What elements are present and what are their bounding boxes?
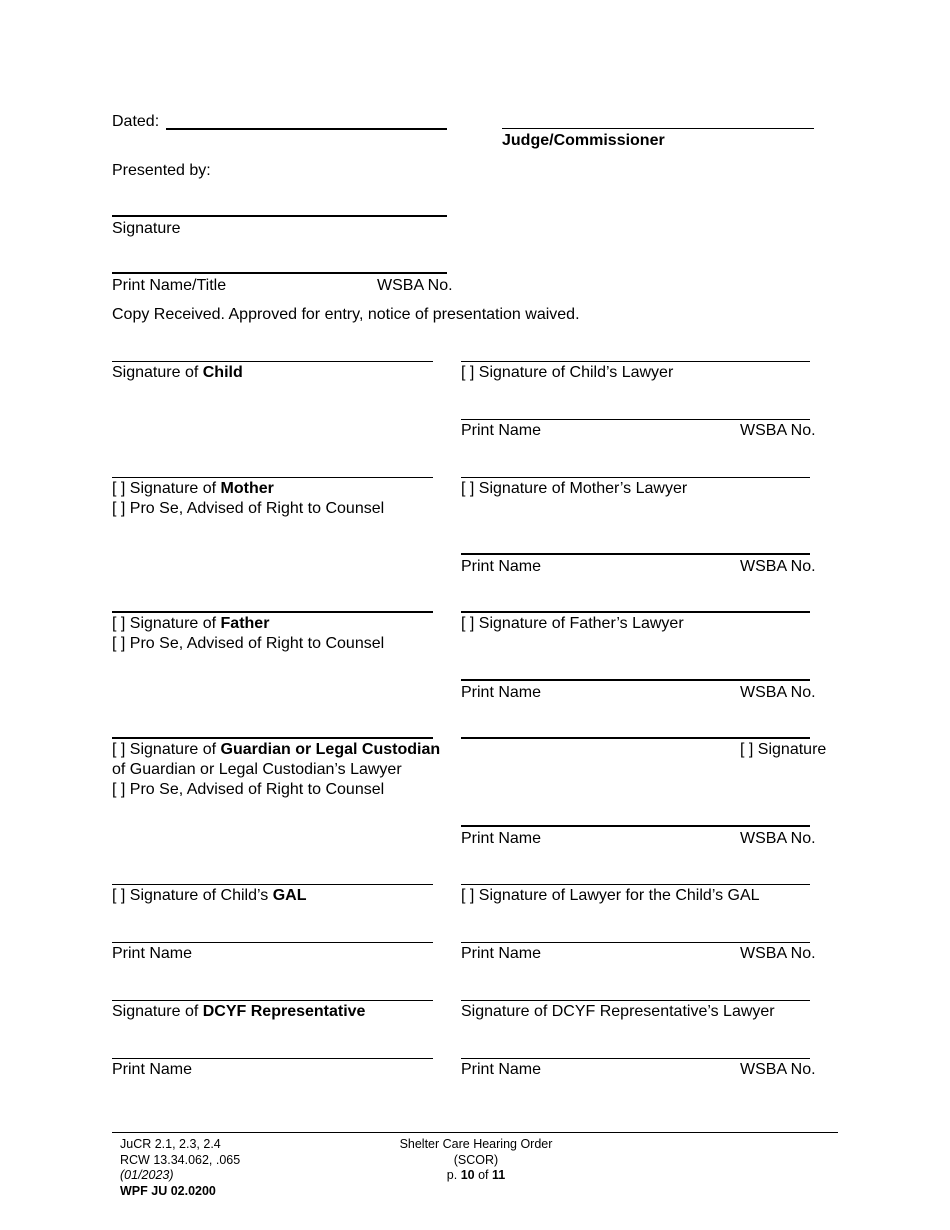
dcyf-print-name: Print Name <box>112 1061 193 1078</box>
footer-rcw-ref: RCW 13.34.062, .065 <box>120 1152 241 1167</box>
mother-signature-label: [ ] Signature of Mother <box>112 480 274 497</box>
gal-signature-label: [ ] Signature of Child’s GAL <box>112 887 307 904</box>
child-lawyer-print-name: Print Name <box>461 422 542 439</box>
mother-signature-line[interactable] <box>112 477 433 478</box>
guardian-lawyer-print-name: Print Name <box>461 830 542 847</box>
gal-lawyer-label: [ ] Signature of Lawyer for the Child’s GAL <box>461 887 760 904</box>
checkbox[interactable]: [ ] <box>740 741 754 758</box>
mother-lawyer-label: [ ] Signature of Mother’s Lawyer <box>461 480 688 497</box>
checkbox[interactable]: [ ] <box>461 615 475 632</box>
footer-title: Shelter Care Hearing Order <box>399 1137 553 1151</box>
checkbox[interactable]: [ ] <box>461 364 475 381</box>
footer-form-id: WPF JU 02.0200 <box>120 1183 216 1198</box>
judge-signature-line[interactable] <box>502 128 814 129</box>
checkbox[interactable]: [ ] <box>112 635 126 652</box>
dcyf-lawyer-print-name: Print Name <box>461 1061 542 1078</box>
checkbox[interactable]: [ ] <box>461 887 475 904</box>
dated-label: Dated: <box>112 113 160 130</box>
footer-rule-ref: JuCR 2.1, 2.3, 2.4 <box>120 1137 221 1151</box>
presenter-signature-line[interactable] <box>112 215 447 217</box>
mother-lawyer-signature-line[interactable] <box>461 477 810 478</box>
judge-label: Judge/Commissioner <box>502 132 665 149</box>
child-signature-line[interactable] <box>112 361 433 362</box>
checkbox[interactable]: [ ] <box>112 500 126 517</box>
gal-lawyer-print-name: Print Name <box>461 945 542 962</box>
child-lawyer-name-line[interactable] <box>461 419 810 420</box>
guardian-lawyer-label-part2: of Guardian or Legal Custodian’s Lawyer <box>112 761 402 778</box>
page-number: p. 10 of 11 <box>446 1168 506 1182</box>
checkbox[interactable]: [ ] <box>112 781 126 798</box>
footer-date: (01/2023) <box>120 1168 174 1182</box>
dcyf-lawyer-name-line[interactable] <box>461 1058 810 1059</box>
presented-by-label: Presented by: <box>112 162 211 179</box>
mother-lawyer-print-name: Print Name <box>461 558 542 575</box>
mother-lawyer-wsba: WSBA No. <box>740 558 816 575</box>
guardian-lawyer-label-part1: [ ] Signature <box>740 741 827 758</box>
footer-abbr: (SCOR) <box>453 1152 499 1167</box>
child-lawyer-wsba: WSBA No. <box>740 422 816 439</box>
footer-rule <box>112 1132 838 1133</box>
gal-lawyer-name-line[interactable] <box>461 942 810 943</box>
dcyf-signature-label: Signature of DCYF Representative <box>112 1003 366 1020</box>
gal-lawyer-signature-line[interactable] <box>461 884 810 885</box>
checkbox[interactable]: [ ] <box>112 741 126 758</box>
mother-pro-se: [ ] Pro Se, Advised of Right to Counsel <box>112 500 385 517</box>
checkbox[interactable]: [ ] <box>112 887 126 904</box>
presenter-wsba-label: WSBA No. <box>377 277 453 294</box>
child-signature-label: Signature of Child <box>112 364 243 381</box>
guardian-lawyer-wsba: WSBA No. <box>740 830 816 847</box>
dcyf-lawyer-signature-line[interactable] <box>461 1000 810 1001</box>
gal-name-line[interactable] <box>112 942 433 943</box>
dcyf-lawyer-wsba: WSBA No. <box>740 1061 816 1078</box>
dcyf-lawyer-label: Signature of DCYF Representative’s Lawyer <box>461 1003 775 1020</box>
child-lawyer-label: [ ] Signature of Child’s Lawyer <box>461 364 674 381</box>
father-lawyer-print-name: Print Name <box>461 684 542 701</box>
checkbox[interactable]: [ ] <box>112 615 126 632</box>
copy-received-text: Copy Received. Approved for entry, notice of presentation waived. <box>112 306 580 323</box>
guardian-lawyer-signature-line[interactable] <box>461 737 810 739</box>
checkbox[interactable]: [ ] <box>112 480 126 497</box>
father-lawyer-name-line[interactable] <box>461 679 810 681</box>
father-lawyer-signature-line[interactable] <box>461 611 810 613</box>
dated-line[interactable] <box>166 128 447 130</box>
checkbox[interactable]: [ ] <box>461 480 475 497</box>
guardian-lawyer-name-line[interactable] <box>461 825 810 827</box>
father-signature-line[interactable] <box>112 611 433 613</box>
child-lawyer-signature-line[interactable] <box>461 361 810 362</box>
presenter-signature-label: Signature <box>112 220 181 237</box>
gal-lawyer-wsba: WSBA No. <box>740 945 816 962</box>
father-signature-label: [ ] Signature of Father <box>112 615 270 632</box>
gal-print-name: Print Name <box>112 945 193 962</box>
father-lawyer-wsba: WSBA No. <box>740 684 816 701</box>
mother-lawyer-name-line[interactable] <box>461 553 810 555</box>
dcyf-name-line[interactable] <box>112 1058 433 1059</box>
footer-left <box>120 1137 240 1199</box>
guardian-signature-label: [ ] Signature of Guardian or Legal Custodian <box>112 741 441 758</box>
presenter-name-line[interactable] <box>112 272 447 274</box>
father-pro-se: [ ] Pro Se, Advised of Right to Counsel <box>112 635 385 652</box>
gal-signature-line[interactable] <box>112 884 433 885</box>
dcyf-signature-line[interactable] <box>112 1000 433 1001</box>
father-lawyer-label: [ ] Signature of Father’s Lawyer <box>461 615 684 632</box>
guardian-signature-line[interactable] <box>112 737 433 739</box>
print-name-title-label: Print Name/Title <box>112 277 227 294</box>
footer-center <box>376 1137 576 1184</box>
guardian-pro-se: [ ] Pro Se, Advised of Right to Counsel <box>112 781 385 798</box>
